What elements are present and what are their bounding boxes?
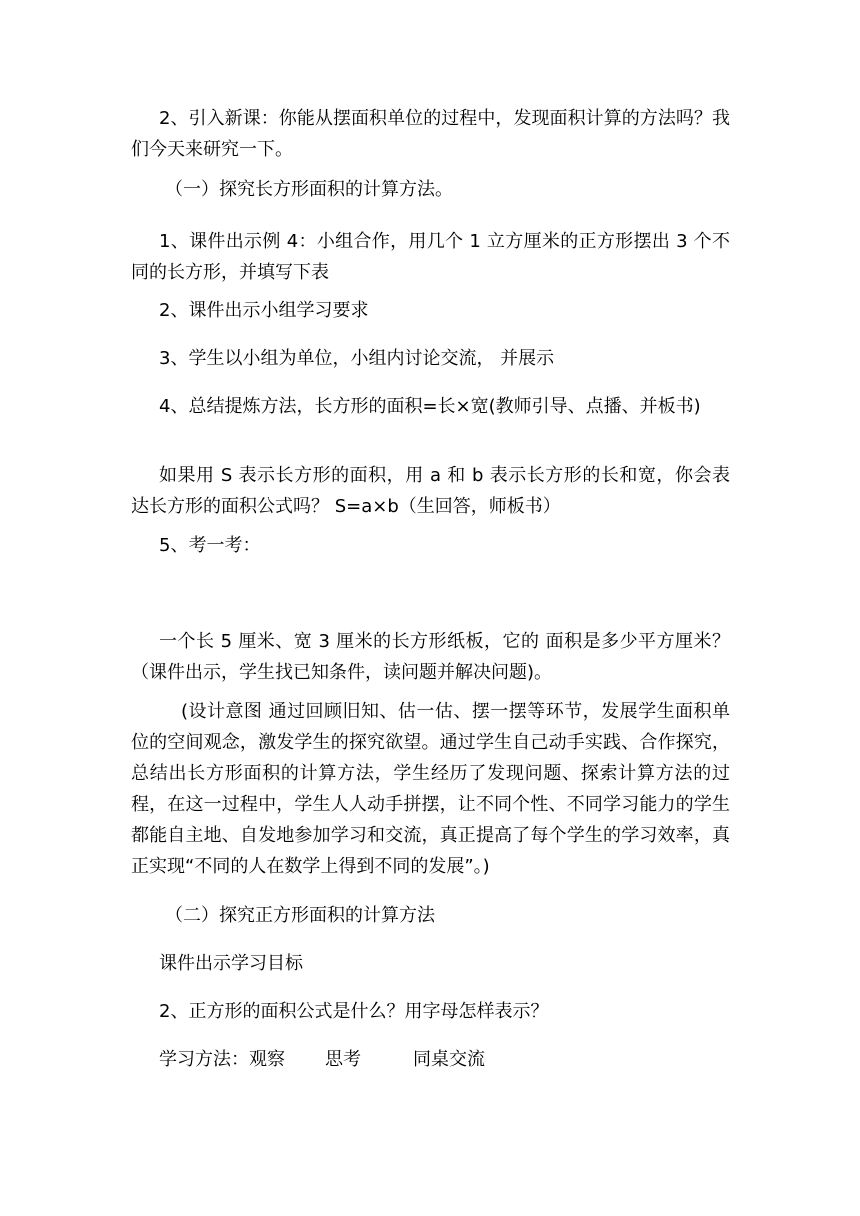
paragraph-study-requirements: 2、课件出示小组学习要求 [159, 300, 369, 321]
section-heading-rectangle: （一）探究长方形面积的计算方法。 [165, 179, 453, 200]
paragraph-design-intent: (设计意图 通过回顾旧知、估一估、摆一摆等环节，发展学生面积单位的空间观念，激发学生的探究欲望。通过学生自己动手实践、合作探究，总结出长方形面积的计算方法，学生经历了发现问题、探索计算方法的过程，在这一过程中，学生人人动手拼摆，让不同个性、不同学习能力的学生都能自主地、自发地参加学习和交流，真正提高了每个学生的学习效率，真正实现“不同的人在数学上得到不同的发展”。) [131, 701, 730, 877]
paragraph-learning-goals: 课件出示学习目标 [159, 953, 303, 974]
paragraph-summary-method: 4、总结提炼方法，长方形的面积=长×宽(教师引导、点播、并板书) [159, 396, 701, 417]
paragraph-learning-methods [131, 1044, 730, 1075]
paragraph-quiz-problem: 一个长 5 厘米、宽 3 厘米的长方形纸板，它的 面积是多少平方厘米？（课件出示，学生找已知条件，读问题并解决问题)。 [131, 631, 730, 683]
learning-method-discuss: 同桌交流 [413, 1049, 485, 1070]
learning-method-observe: 学习方法：观察 [159, 1049, 285, 1070]
paragraph-group-discussion: 3、学生以小组为单位，小组内讨论交流， 并展示 [159, 348, 555, 369]
learning-method-think: 思考 [325, 1049, 361, 1070]
paragraph-square-formula-question: 2、正方形的面积公式是什么？用字母怎样表示？ [159, 1001, 549, 1022]
paragraph-example-4: 1、课件出示例 4：小组合作，用几个 1 立方厘米的正方形摆出 3 个不同的长方形，并填写下表 [131, 231, 730, 283]
paragraph-intro: 2、引入新课：你能从摆面积单位的过程中，发现面积计算的方法吗？我们今天来研究一下。 [131, 108, 730, 160]
paragraph-quiz-heading: 5、考一考： [159, 535, 261, 556]
section-heading-square: （二）探究正方形面积的计算方法 [165, 905, 435, 926]
paragraph-area-formula: 如果用 S 表示长方形的面积，用 a 和 b 表示长方形的长和宽，你会表达长方形的面积公式吗？ S=a×b（生回答，师板书） [131, 465, 730, 517]
